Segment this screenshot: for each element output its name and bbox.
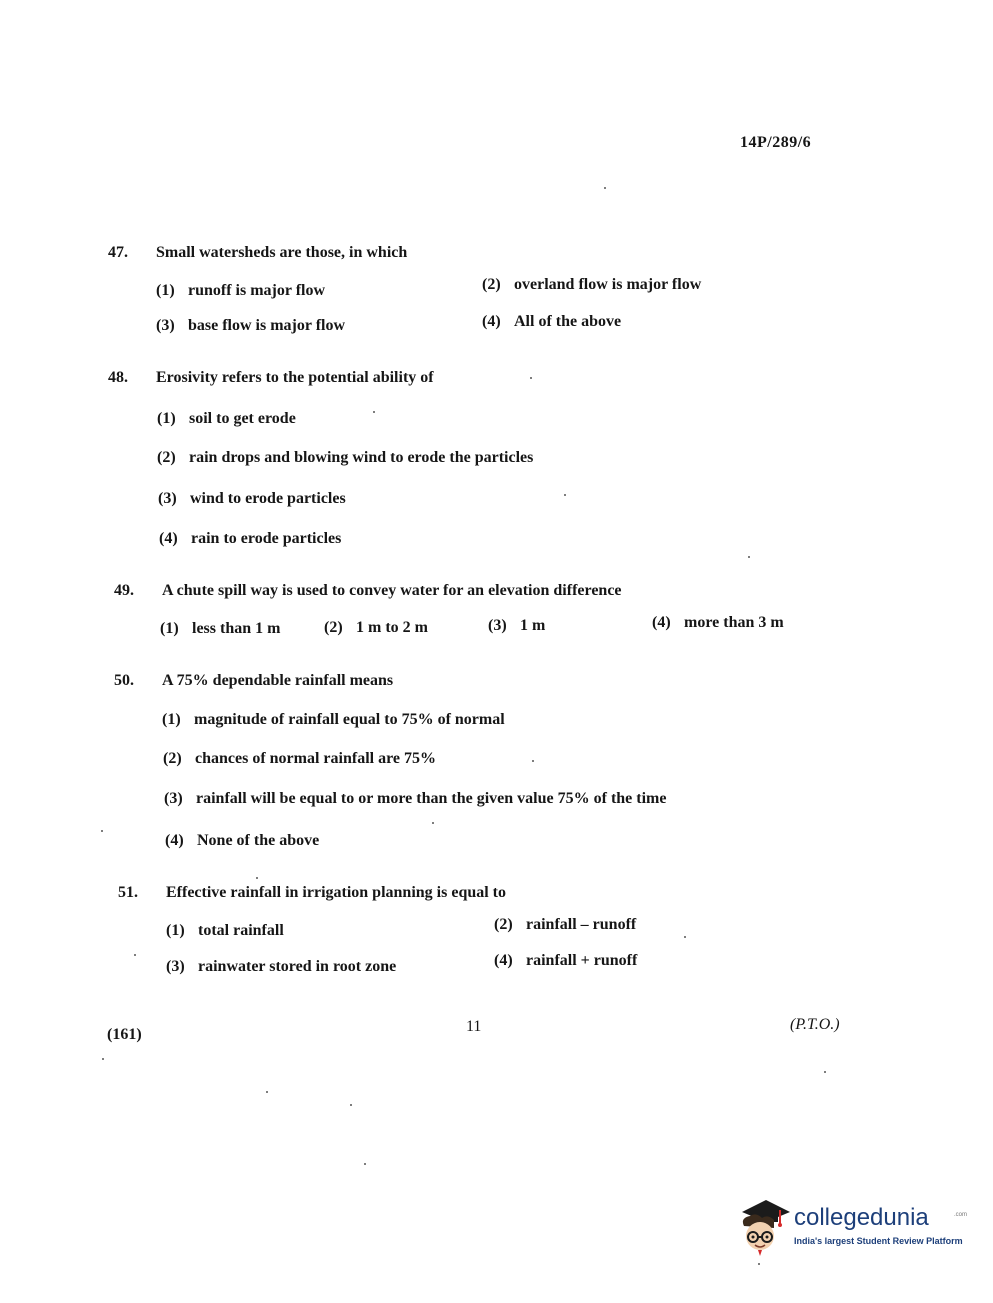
option-number: (1) xyxy=(166,922,185,939)
scan-speck xyxy=(604,187,606,189)
paper-code: 14P/289/6 xyxy=(740,134,812,151)
option-text: more than 3 m xyxy=(684,614,784,631)
option-text: wind to erode particles xyxy=(190,490,346,507)
option-text: overland flow is major flow xyxy=(514,276,702,293)
question-text: A 75% dependable rainfall means xyxy=(162,672,394,689)
question-text: Effective rainfall in irrigation planning is equal to xyxy=(166,884,507,901)
option-2[interactable] xyxy=(157,449,533,467)
option-number: (2) xyxy=(482,276,501,293)
option-text: magnitude of rainfall equal to 75% of normal xyxy=(194,711,505,728)
mascot-icon xyxy=(736,1196,792,1258)
question-number: 50. xyxy=(114,672,134,689)
page-number: 11 xyxy=(466,1018,482,1035)
option-1[interactable] xyxy=(160,620,280,638)
option-4[interactable] xyxy=(159,530,341,548)
option-text: less than 1 m xyxy=(192,620,281,637)
option-3[interactable] xyxy=(488,617,545,635)
scan-speck xyxy=(748,556,750,558)
option-2[interactable] xyxy=(163,750,436,768)
option-number: (1) xyxy=(162,711,181,728)
option-text: rainfall + runoff xyxy=(526,952,638,969)
option-number: (4) xyxy=(652,614,671,631)
question-text: Erosivity refers to the potential ability of xyxy=(156,369,434,386)
option-2[interactable] xyxy=(482,276,701,294)
booklet-code: (161) xyxy=(107,1026,142,1043)
option-2[interactable] xyxy=(494,916,636,934)
scan-speck xyxy=(266,1091,268,1093)
option-text: total rainfall xyxy=(198,922,284,939)
option-3[interactable] xyxy=(158,490,346,508)
option-number: (4) xyxy=(494,952,513,969)
question-number: 49. xyxy=(114,582,134,599)
option-text: All of the above xyxy=(514,313,622,330)
option-4[interactable] xyxy=(482,313,621,331)
question-text: Small watersheds are those, in which xyxy=(156,244,408,261)
scan-speck xyxy=(684,936,686,938)
scan-speck xyxy=(101,830,103,832)
pto-label: (P.T.O.) xyxy=(790,1016,840,1033)
option-text: rain to erode particles xyxy=(191,530,342,547)
option-3[interactable] xyxy=(164,790,666,808)
question-number: 51. xyxy=(118,884,138,901)
option-text: soil to get erode xyxy=(189,410,296,427)
option-2[interactable] xyxy=(324,619,428,637)
option-number: (3) xyxy=(166,958,185,975)
option-number: (2) xyxy=(494,916,513,933)
scan-speck xyxy=(532,760,534,762)
question-number: 48. xyxy=(108,369,128,386)
collegedunia-logo xyxy=(736,1196,966,1258)
scan-speck xyxy=(134,954,136,956)
option-text: 1 m to 2 m xyxy=(356,619,428,636)
option-number: (2) xyxy=(157,449,176,466)
question-number: 47. xyxy=(108,244,128,261)
option-text: base flow is major flow xyxy=(188,317,346,334)
option-number: (4) xyxy=(482,313,501,330)
option-1[interactable] xyxy=(157,410,296,428)
option-number: (2) xyxy=(324,619,343,636)
scan-speck xyxy=(530,377,532,379)
logo-suffix: .com xyxy=(954,1212,968,1218)
option-1[interactable] xyxy=(162,711,505,729)
scan-speck xyxy=(824,1071,826,1073)
logo-brand: collegedunia xyxy=(794,1204,929,1231)
option-1[interactable] xyxy=(166,922,284,940)
option-number: (3) xyxy=(156,317,175,334)
option-number: (1) xyxy=(157,410,176,427)
option-text: rain drops and blowing wind to erode the particles xyxy=(189,449,534,466)
option-4[interactable] xyxy=(165,832,319,850)
option-text: rainfall will be equal to or more than the given value 75% of the time xyxy=(196,790,667,807)
question-text: A chute spill way is used to convey water for an elevation difference xyxy=(162,582,622,599)
option-number: (3) xyxy=(488,617,507,634)
option-3[interactable] xyxy=(166,958,396,976)
option-text: chances of normal rainfall are 75% xyxy=(195,750,437,767)
option-number: (1) xyxy=(160,620,179,637)
scan-speck xyxy=(758,1263,760,1265)
scan-speck xyxy=(432,822,434,824)
option-4[interactable] xyxy=(652,614,784,632)
option-number: (2) xyxy=(163,750,182,767)
option-4[interactable] xyxy=(494,952,637,970)
option-number: (4) xyxy=(159,530,178,547)
scan-speck xyxy=(364,1163,366,1165)
scan-speck xyxy=(102,1058,104,1060)
scan-speck xyxy=(373,411,375,413)
option-number: (3) xyxy=(158,490,177,507)
scan-speck xyxy=(564,494,566,496)
option-text: None of the above xyxy=(197,832,320,849)
scan-speck xyxy=(350,1104,352,1106)
option-text: rainwater stored in root zone xyxy=(198,958,397,975)
option-number: (1) xyxy=(156,282,175,299)
option-1[interactable] xyxy=(156,282,325,300)
logo-tagline: India's largest Student Review Platform xyxy=(794,1236,963,1246)
option-text: runoff is major flow xyxy=(188,282,326,299)
option-text: rainfall – runoff xyxy=(526,916,637,933)
option-text: 1 m xyxy=(520,617,546,634)
scan-speck xyxy=(256,877,258,879)
option-3[interactable] xyxy=(156,317,345,335)
option-number: (4) xyxy=(165,832,184,849)
option-number: (3) xyxy=(164,790,183,807)
